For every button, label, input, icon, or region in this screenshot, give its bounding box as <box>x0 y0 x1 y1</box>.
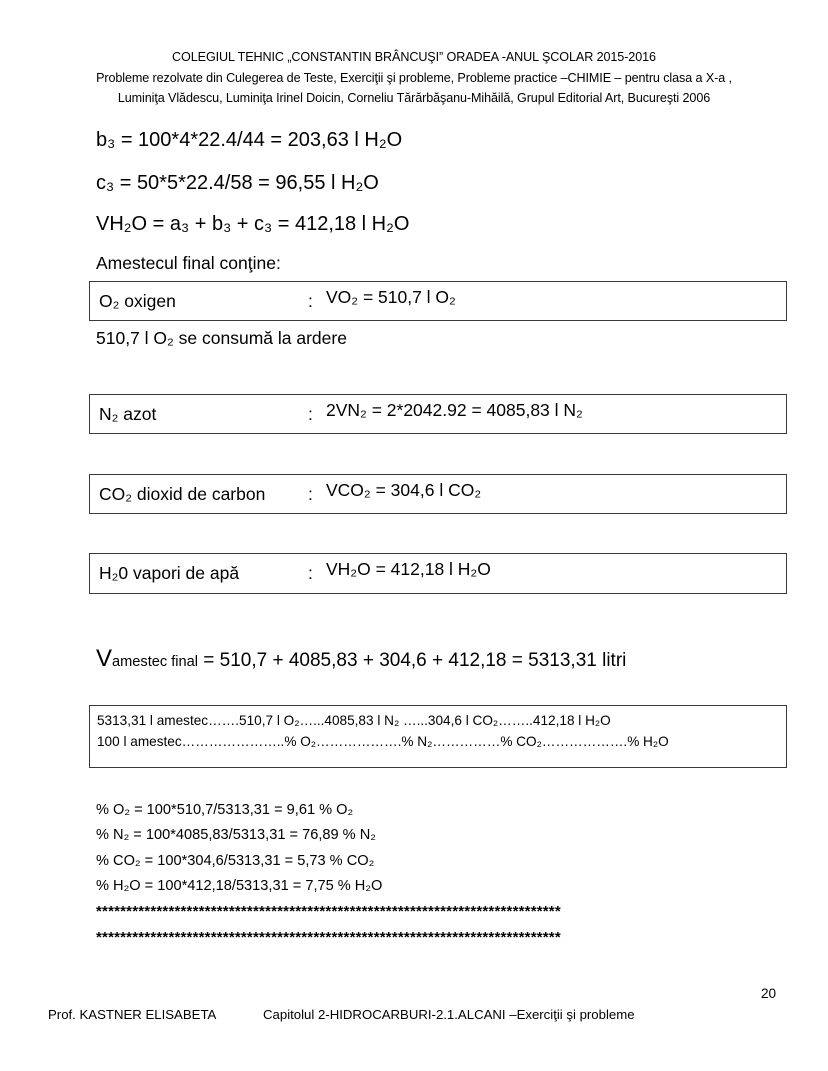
footer-author: Prof. KASTNER ELISABETA <box>48 1007 217 1022</box>
percent-nitrogen: % N₂ = 100*4085,83/5313,31 = 76,89 % N₂ <box>96 827 376 843</box>
proportion-line-mixture: 5313,31 l amestec…….510,7 l O₂…...4085,83 l N₂ …...304,6 l CO₂……..412,18 l H₂O <box>97 713 611 728</box>
total-volume-symbol: V <box>96 645 113 672</box>
total-volume-subscript: amestec final <box>112 654 198 670</box>
header-line-source: Probleme rezolvate din Culegerea de Teste, Exerciţii şi probleme, Probleme practice –CHIMIE – pentru clasa a X-a , <box>96 70 732 85</box>
box-nitrogen-label: N₂ azot <box>99 404 157 424</box>
formula-c3: c₃ = 50*5*22.4/58 = 96,55 l H₂O <box>96 172 379 194</box>
header-line-school: COLEGIUL TEHNIC „CONSTANTIN BRÂNCUŞI” ORADEA -ANUL ŞCOLAR 2015-2016 <box>172 50 656 64</box>
page-number: 20 <box>761 986 777 1001</box>
box-carbon-dioxide-colon: : <box>308 484 313 504</box>
box-water-vapour-value: VH₂O = 412,18 l H₂O <box>326 559 491 579</box>
percent-oxygen: % O₂ = 100*510,7/5313,31 = 9,61 % O₂ <box>96 802 354 818</box>
box-oxygen <box>89 281 787 321</box>
box-water-vapour-label: H₂0 vapori de apă <box>99 563 240 583</box>
box-water-vapour-colon: : <box>308 563 313 583</box>
separator-asterisks-1: ***************************************************************************** <box>96 903 561 920</box>
box-nitrogen <box>89 394 787 434</box>
formula-vh2o: VH₂O = a₃ + b₃ + c₃ = 412,18 l H₂O <box>96 213 410 235</box>
box-water-vapour <box>89 553 787 594</box>
box-nitrogen-colon: : <box>308 404 313 424</box>
total-volume-expression: = 510,7 + 4085,83 + 304,6 + 412,18 = 5313,31 litri <box>203 650 627 671</box>
box-nitrogen-value: 2VN₂ = 2*2042.92 = 4085,83 l N₂ <box>326 400 583 420</box>
box-oxygen-value: VO₂ = 510,7 l O₂ <box>326 287 456 307</box>
box-carbon-dioxide <box>89 474 787 514</box>
footer-chapter: Capitolul 2-HIDROCARBURI-2.1.ALCANI –Exerciţii şi probleme <box>263 1007 635 1022</box>
percent-carbon-dioxide: % CO₂ = 100*304,6/5313,31 = 5,73 % CO₂ <box>96 853 375 869</box>
header-line-authors: Luminiţa Vlădescu, Luminiţa Irinel Doicin, Corneliu Tărărbăşanu-Mihăilă, Grupul Editorial Art, Bucureşti 2006 <box>117 91 711 105</box>
box-oxygen-label: O₂ oxigen <box>99 291 176 311</box>
formula-b3: b₃ = 100*4*22.4/44 = 203,63 l H₂O <box>96 129 403 151</box>
proportion-line-percent: 100 l amestec…………………..% O₂……………….% N₂……………% CO₂……………….% H₂O <box>97 734 669 749</box>
box-carbon-dioxide-label: CO₂ dioxid de carbon <box>99 484 266 504</box>
proportion-box <box>89 705 787 768</box>
separator-asterisks-2: ***************************************************************************** <box>96 929 561 946</box>
mixture-intro-text: Amestecul final conţine: <box>96 253 281 273</box>
percent-water: % H₂O = 100*412,18/5313,31 = 7,75 % H₂O <box>96 878 383 894</box>
document-header <box>0 47 828 109</box>
box-oxygen-colon: : <box>308 291 313 311</box>
box-carbon-dioxide-value: VCO₂ = 304,6 l CO₂ <box>326 480 482 500</box>
oxygen-consumption-note: 510,7 l O₂ se consumă la ardere <box>96 328 347 348</box>
total-volume-line <box>96 645 626 673</box>
